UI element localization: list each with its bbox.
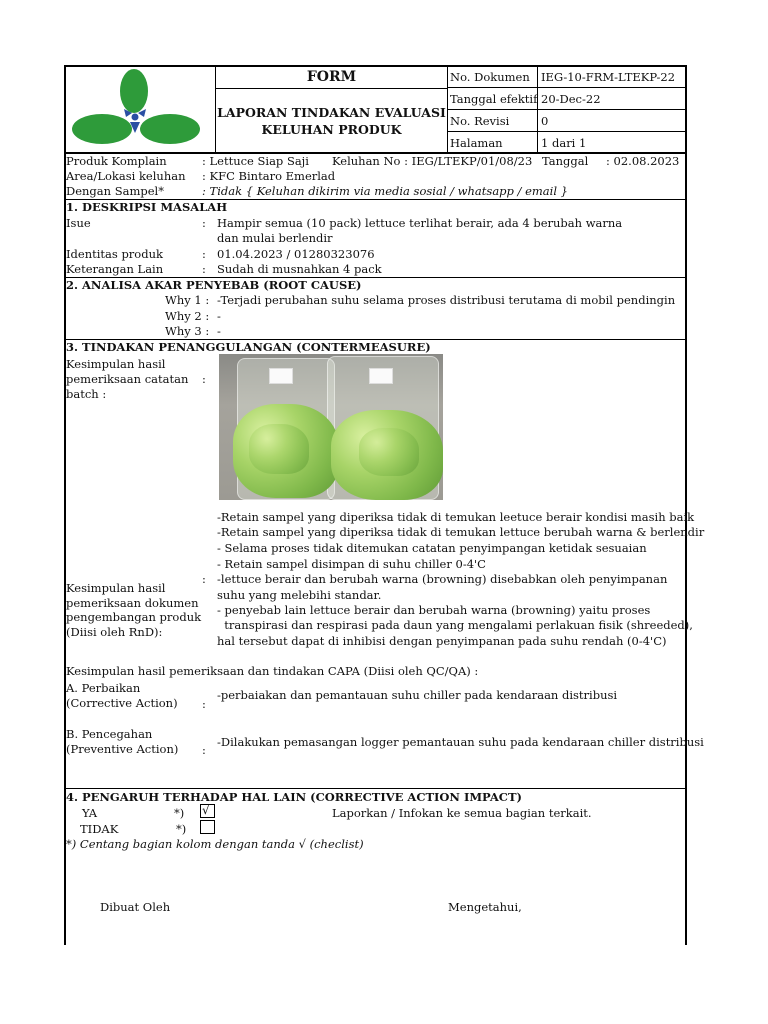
keterangan-colon: : [202,262,206,276]
report-title-line2: KELUHAN PRODUK [261,122,402,137]
ya-label: YA [82,806,98,820]
meta-value-revisi: 0 [541,114,549,128]
sampel-value: : Tidak { Keluhan dikirim via media sosial / whatsapp / email } [202,184,568,198]
check-icon: √ [202,803,210,817]
finding-line-8: transpirasi dan respirasi pada daun yang mengalami perlakuan fisik (shreeded), [217,618,693,632]
batch-label-3: batch : [66,387,107,401]
issue-label: Isue [66,216,91,230]
keterangan-value: Sudah di musnahkan 4 pack [217,262,382,276]
produk-value: : Lettuce Siap Saji [202,154,309,168]
batch-colon: : [202,372,206,386]
dok-label-1: Kesimpulan hasil [66,581,166,595]
form-title: FORM [306,69,357,85]
finding-line-5: -lettuce berair dan berubah warna (browning) disebabkan oleh penyimpanan [217,572,668,586]
section3-title: 3. TINDAKAN PENANGGULANGAN (CONTERMEASURE) [66,340,431,354]
sampel-label: Dengan Sampel* [66,184,164,198]
meta-label-revisi: No. Revisi [450,114,510,128]
meta-value-halaman: 1 dari 1 [541,136,587,150]
corrective-colon: : [202,697,206,711]
area-label: Area/Lokasi keluhan [66,169,186,183]
keterangan-label: Keterangan Lain [66,262,164,276]
mengetahui: Mengetahui, [448,900,522,914]
preventive-colon: : [202,743,206,757]
lettuce-sample-photo [219,354,443,500]
meta-value-tanggal: 20-Dec-22 [541,92,601,106]
preventive-label-1: B. Pencegahan [66,727,153,741]
why3-label: Why 3 : [165,324,210,338]
why2-label: Why 2 : [165,309,210,323]
why1-value: -Terjadi perubahan suhu selama proses distribusi terutama di mobil pendingin [217,293,676,307]
finding-line-7: - penyebab lain lettuce berair dan berubah warna (browning) yaitu proses [217,603,651,617]
corrective-label-1: A. Perbaikan [66,681,141,695]
batch-label-1: Kesimpulan hasil [66,357,166,371]
preventive-label-2: (Preventive Action) [66,742,179,756]
identitas-label: Identitas produk [66,247,163,261]
issue-line1: Hampir semua (10 pack) lettuce terlihat berair, ada 4 berubah warna [217,216,623,230]
finding-line-9: hal tersebut dapat di inhibisi dengan penyimpanan pada suhu rendah (0-4'C) [217,634,667,648]
section2-title: 2. ANALISA AKAR PENYEBAB (ROOT CAUSE) [66,278,362,292]
keluhan-no: Keluhan No : IEG/LTEKP/01/08/23 [332,154,533,168]
section4-title: 4. PENGARUH TERHADAP HAL LAIN (CORRECTIVE ACTION IMPACT) [66,790,522,804]
finding-line-2: -Retain sampel yang diperiksa tidak di temukan lettuce berubah warna & berlendir [217,525,705,539]
ya-checkbox[interactable] [200,804,215,818]
dok-label-2: pemeriksaan dokumen [66,596,199,610]
why3-value: - [217,324,221,338]
capa-title: Kesimpulan hasil pemeriksaan dan tindakan CAPA (Diisi oleh QC/QA) : [66,664,479,678]
tidak-star: *) [176,822,187,836]
issue-colon: : [202,216,206,230]
dibuat-oleh: Dibuat Oleh [100,900,171,914]
preventive-value: -Dilakukan pemasangan logger pemantauan suhu pada kendaraan chiller distribusi [217,735,704,749]
identitas-value: 01.04.2023 / 01280323076 [217,247,375,261]
meta-value-dokumen: IEG-10-FRM-LTEKP-22 [541,70,676,84]
tanggal-label: Tanggal [542,154,589,168]
dok-label-3: pengembangan produk [66,610,202,624]
company-logo [72,67,202,151]
produk-label: Produk Komplain [66,154,167,168]
trefoil-leaf-icon [72,67,202,151]
why1-label: Why 1 : [165,293,210,307]
issue-line2: dan mulai berlendir [217,231,333,245]
batch-label-2: pemeriksaan catatan [66,372,189,386]
area-value: : KFC Bintaro Emerlad [202,169,336,183]
ya-star: *) [174,806,185,820]
finding-line-4: - Retain sampel disimpan di suhu chiller 0-4'C [217,557,486,571]
tanggal-value: : 02.08.2023 [606,154,680,168]
meta-label-tanggal: Tanggal efektif [450,92,538,106]
why2-value: - [217,309,221,323]
dok-colon: : [202,572,206,586]
tidak-label: TIDAK [80,822,119,836]
section1-title: 1. DESKRIPSI MASALAH [66,200,228,214]
finding-line-1: -Retain sampel yang diperiksa tidak di temukan leetuce berair kondisi masih baik [217,510,695,524]
checklist-footnote: *) Centang bagian kolom dengan tanda √ (checlist) [66,837,364,851]
meta-label-halaman: Halaman [450,136,503,150]
identitas-colon: : [202,247,206,261]
meta-label-dokumen: No. Dokumen [450,70,530,84]
tidak-checkbox[interactable] [200,820,215,834]
dok-label-4: (Diisi oleh RnD): [66,625,163,639]
finding-line-6: suhu yang melebihi standar. [217,588,382,602]
report-note: Laporkan / Infokan ke semua bagian terkait. [332,806,592,820]
finding-line-3: - Selama proses tidak ditemukan catatan penyimpangan ketidak sesuaian [217,541,647,555]
corrective-value: -perbaiakan dan pemantauan suhu chiller pada kendaraan distribusi [217,688,618,702]
corrective-label-2: (Corrective Action) [66,696,178,710]
report-title-line1: LAPORAN TINDAKAN EVALUASI [217,105,446,120]
